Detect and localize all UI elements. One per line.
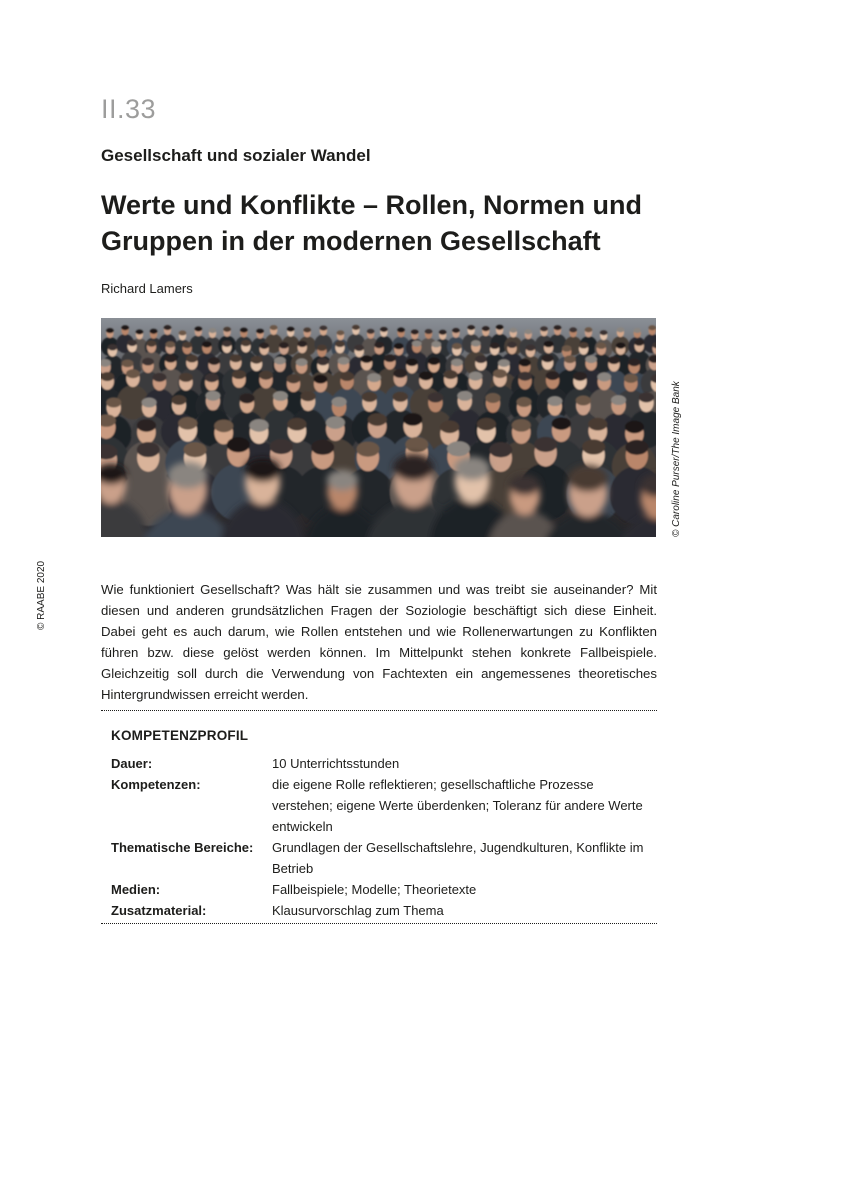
divider-bottom	[101, 923, 657, 924]
photo-credit: © Caroline Purser/The Image Bank	[671, 381, 682, 537]
profile-row	[111, 753, 651, 774]
profile-label: Kompetenzen:	[111, 777, 201, 792]
page-title: Werte und Konflikte – Rollen, Normen und Gruppen in der modernen Gesellschaft	[101, 190, 643, 256]
profile-value: 10 Unterrichtsstunden	[272, 756, 400, 771]
profile-row	[111, 879, 651, 900]
profile-row	[111, 900, 651, 921]
divider-top	[101, 710, 657, 711]
competence-profile	[111, 728, 651, 921]
profile-label: Dauer:	[111, 756, 153, 771]
profile-value: Klausurvorschlag zum Thema	[272, 903, 444, 918]
crowd-photo	[101, 318, 656, 537]
unit-code: II.33	[101, 94, 157, 124]
author-name: Richard Lamers	[101, 281, 193, 296]
profile-label: Thematische Bereiche:	[111, 840, 254, 855]
profile-value: Fallbeispiele; Modelle; Theorietexte	[272, 882, 477, 897]
profile-row	[111, 837, 651, 879]
series-title: Gesellschaft und sozialer Wandel	[101, 146, 371, 165]
profile-row	[111, 774, 651, 837]
copyright-note: © RAABE 2020	[36, 560, 47, 630]
intro-paragraph: Wie funktioniert Gesellschaft? Was hält sie zusammen und was treibt sie auseinander? Mit diesen und anderen grundsätzlichen Fragen der Soziologie beschäftigt sich diese Einheit. Dabei geht es auch darum, wie Rollen entstehen und wie Rollenerwartungen zu Konflikten führen bzw. diese gelöst werden können. Im Mittelpunkt stehen konkrete Fallbeispiele. Gleichzeitig soll durch die Verwendung von Fachtexten ein angemessenes theoretisches Hintergrundwissen erreicht werden.	[101, 582, 657, 702]
profile-value: die eigene Rolle reflektieren; gesellschaftliche Prozesse verstehen; eigene Werte überdenken; Toleranz für andere Werte entwickeln	[272, 777, 643, 834]
profile-label: Medien:	[111, 882, 161, 897]
profile-heading: KOMPETENZPROFIL	[111, 728, 249, 743]
profile-value: Grundlagen der Gesellschaftslehre, Jugendkulturen, Konflikte im Betrieb	[272, 840, 644, 876]
profile-label: Zusatzmaterial:	[111, 903, 207, 918]
